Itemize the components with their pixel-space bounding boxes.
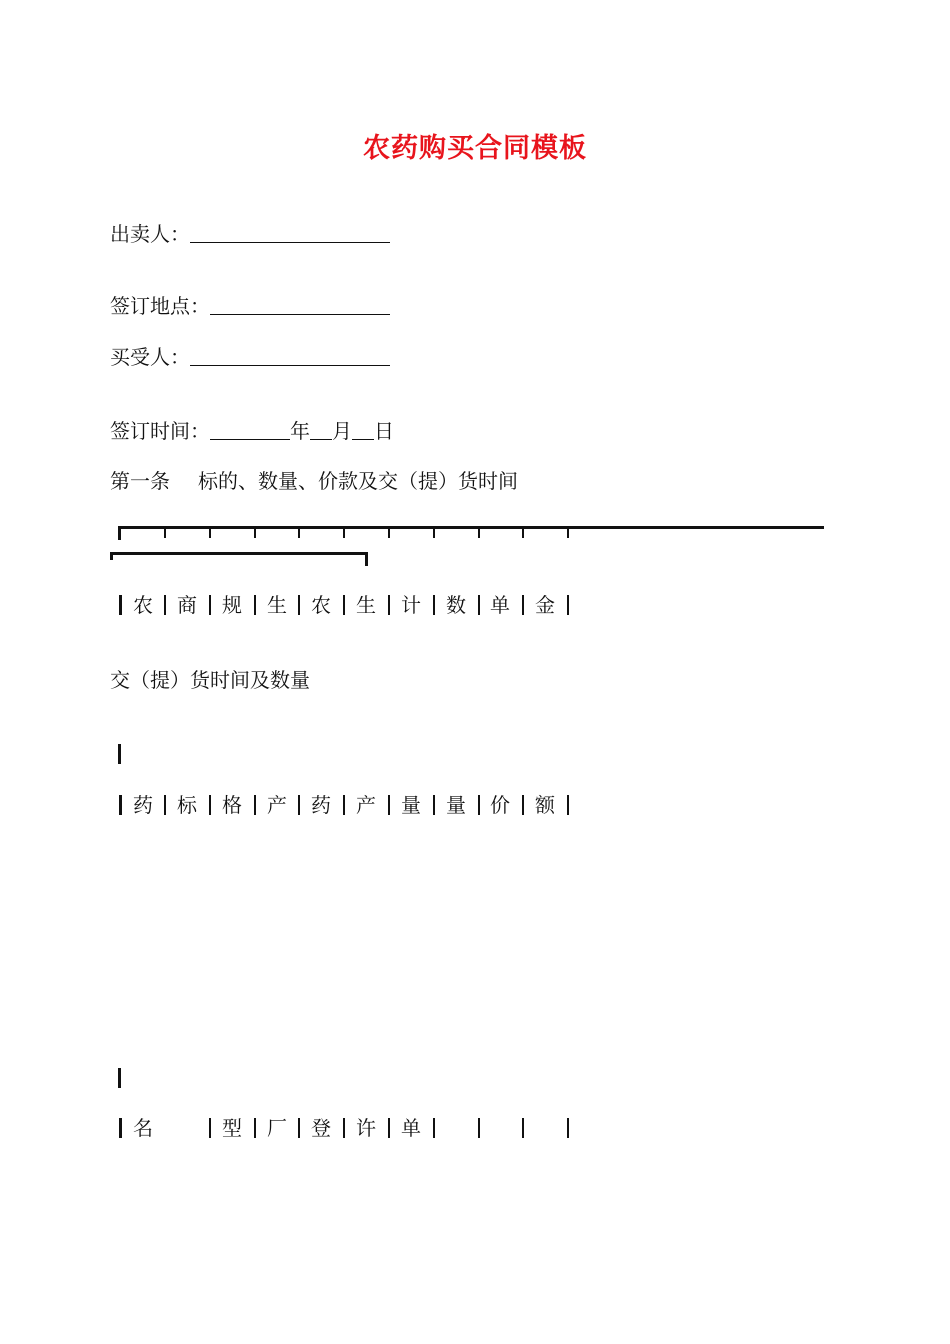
table-top-tick — [478, 526, 480, 538]
table-cell: 农 — [133, 593, 153, 617]
page-title: 农药购买合同模板 — [363, 133, 587, 164]
table-border-segment — [118, 1068, 121, 1088]
table-cell: 额 — [535, 793, 555, 817]
month-blank[interactable] — [310, 419, 332, 440]
table-cell: 生 — [267, 593, 287, 617]
table-top-tick — [343, 526, 345, 538]
table-cell: 生 — [356, 593, 376, 617]
table-top-corner — [110, 552, 113, 560]
table-top-tick — [164, 526, 166, 538]
buyer-blank[interactable] — [190, 345, 390, 366]
table-top-tick — [209, 526, 211, 538]
table-row — [110, 792, 580, 818]
table-row — [110, 1115, 580, 1141]
table-top-rule — [118, 526, 824, 529]
day-blank[interactable] — [352, 419, 374, 440]
year-label: 年 — [290, 419, 310, 443]
table-cell: 价 — [490, 793, 510, 817]
year-blank[interactable] — [210, 419, 290, 440]
signing-place-label: 签订地点： — [110, 294, 210, 318]
seller-blank[interactable] — [190, 222, 390, 243]
signing-time-label: 签订时间： — [110, 419, 210, 443]
table-cell: 商 — [177, 593, 197, 617]
buyer-field — [110, 345, 390, 369]
signing-time-field — [110, 419, 394, 443]
article-1-number: 第一条 — [110, 469, 170, 493]
table-top-corner — [365, 552, 368, 566]
table-top-corner — [118, 526, 121, 540]
table-top-tick — [567, 526, 569, 538]
table-top-rule-continued — [110, 552, 368, 555]
table-cell: 单 — [401, 1116, 421, 1140]
month-label: 月 — [332, 419, 352, 443]
table-top-tick — [254, 526, 256, 538]
table-cell: 厂 — [267, 1116, 287, 1140]
table-cell: 产 — [356, 793, 376, 817]
seller-label: 出卖人： — [110, 222, 190, 246]
article-1-title: 标的、数量、价款及交（提）货时间 — [198, 469, 518, 493]
table-cell: 计 — [401, 593, 421, 617]
table-cell: 型 — [222, 1116, 242, 1140]
buyer-label: 买受人： — [110, 345, 190, 369]
table-top-tick — [433, 526, 435, 538]
table-cell: 量 — [446, 793, 466, 817]
table-cell: 许 — [356, 1116, 376, 1140]
table-top-tick — [522, 526, 524, 538]
table-cell: 标 — [177, 793, 197, 817]
signing-place-blank[interactable] — [210, 294, 390, 315]
table-cell: 农 — [311, 593, 331, 617]
table-cell: 金 — [535, 593, 555, 617]
table-cell: 量 — [401, 793, 421, 817]
table-cell: 药 — [133, 793, 153, 817]
table-cell: 数 — [446, 593, 466, 617]
signing-place-field — [110, 294, 390, 318]
table-cell: 规 — [222, 593, 242, 617]
table-cell: 名 — [133, 1116, 153, 1140]
table-cell: 产 — [267, 793, 287, 817]
table-cell: 药 — [311, 793, 331, 817]
table-row — [110, 592, 580, 618]
article-1-heading — [110, 469, 518, 493]
table-top-tick — [298, 526, 300, 538]
seller-field — [110, 222, 390, 246]
table-cell: 单 — [490, 593, 510, 617]
delivery-heading: 交（提）货时间及数量 — [110, 668, 310, 692]
table-cell: 登 — [311, 1116, 331, 1140]
table-border-segment — [118, 744, 121, 764]
day-label: 日 — [374, 419, 394, 443]
table-top-tick — [388, 526, 390, 538]
table-cell: 格 — [222, 793, 242, 817]
